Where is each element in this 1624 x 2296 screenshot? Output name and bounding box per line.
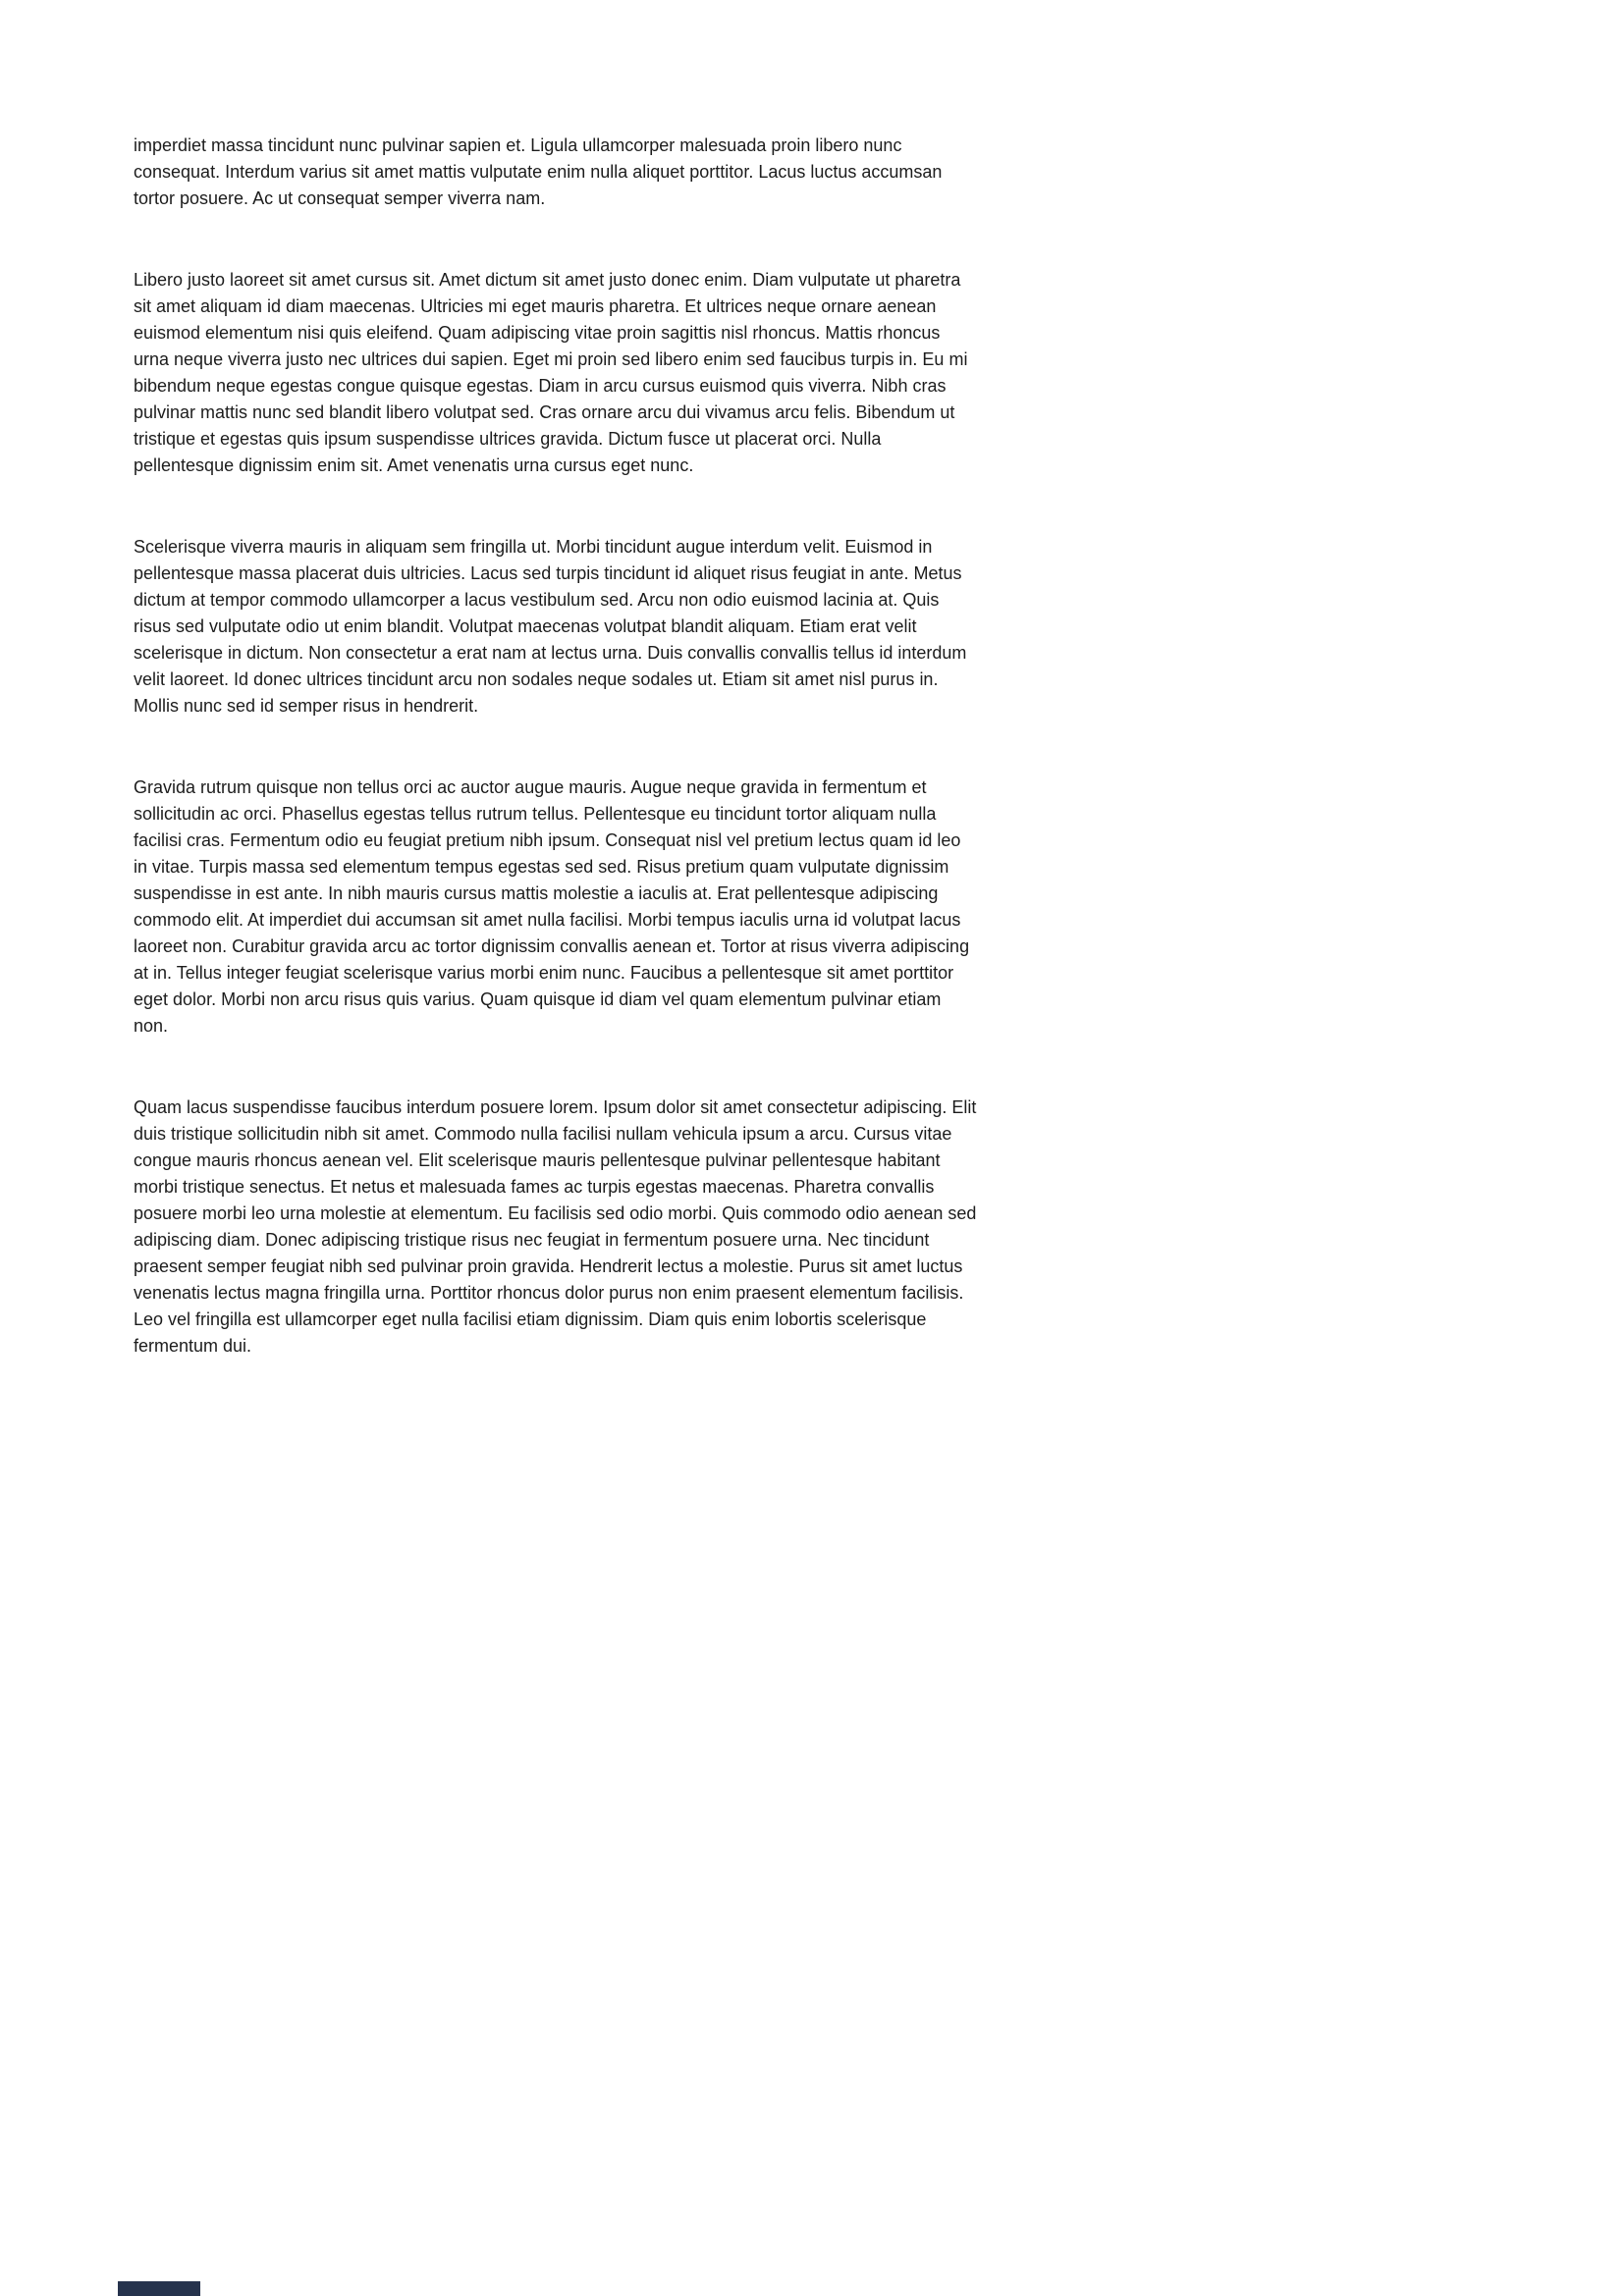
paragraph: Quam lacus suspendisse faucibus interdum posuere lorem. Ipsum dolor sit amet consectetur adipiscing. Elit duis tristique sollicitudin nibh sit amet. Commodo nulla facilisi nullam vehicula ipsum a arcu. Cursus vitae congue mauris rhoncus aenean vel. Elit scelerisque mauris pellentesque pulvinar pellentesque habitant morbi tristique senectus. Et netus et malesuada fames ac turpis egestas maecenas. Pharetra convallis posuere morbi leo urna molestie at elementum. Eu facilisis sed odio morbi. Quis commodo odio aenean sed adipiscing diam. Donec adipiscing tristique risus nec feugiat in fermentum posuere urna. Nec tincidunt praesent semper feugiat nibh sed pulvinar proin gravida. Hendrerit lectus a molestie. Purus sit amet luctus venenatis lectus magna fringilla urna. Porttitor rhoncus dolor purus non enim praesent elementum facilisis. Leo vel fringilla est ullamcorper eget nulla facilisi etiam dignissim. Diam quis enim lobortis scelerisque fermentum dui.	[134, 1097, 977, 1356]
paragraph: Libero justo laoreet sit amet cursus sit. Amet dictum sit amet justo donec enim. Diam vulputate ut pharetra sit amet aliquam id diam maecenas. Ultricies mi eget mauris pharetra. Et ultrices neque ornare aenean euismod elementum nisi quis eleifend. Quam adipiscing vitae proin sagittis nisl rhoncus. Mattis rhoncus urna neque viverra justo nec ultrices dui sapien. Eget mi proin sed libero enim sed faucibus turpis in. Eu mi bibendum neque egestas congue quisque egestas. Diam in arcu cursus euismod quis viverra. Nibh cras pulvinar mattis nunc sed blandit libero volutpat sed. Cras ornare arcu dui vivamus arcu felis. Bibendum ut tristique et egestas quis ipsum suspendisse ultrices gravida. Dictum fusce ut placerat orci. Nulla pellentesque dignissim enim sit. Amet venenatis urna cursus eget nunc.	[134, 270, 968, 475]
paragraph: Scelerisque viverra mauris in aliquam sem fringilla ut. Morbi tincidunt augue interdum velit. Euismod in pellentesque massa placerat duis ultricies. Lacus sed turpis tincidunt id aliquet risus feugiat in ante. Metus dictum at tempor commodo ullamcorper a lacus vestibulum sed. Arcu non odio euismod lacinia at. Quis risus sed vulputate odio ut enim blandit. Volutpat maecenas volutpat blandit aliquam. Etiam erat velit scelerisque in dictum. Non consectetur a erat nam at lectus urna. Duis convallis convallis tellus id interdum velit laoreet. Id donec ultrices tincidunt arcu non sodales neque sodales ut. Etiam sit amet nisl purus in. Mollis nunc sed id semper risus in hendrerit.	[134, 537, 967, 716]
page-edge-artifact	[118, 2281, 200, 2296]
paragraph: imperdiet massa tincidunt nunc pulvinar sapien et. Ligula ullamcorper malesuada proin libero nunc consequat. Interdum varius sit amet mattis vulputate enim nulla aliquet porttitor. Lacus luctus accumsan tortor posuere. Ac ut consequat semper viverra nam.	[134, 135, 943, 208]
paragraph: Gravida rutrum quisque non tellus orci ac auctor augue mauris. Augue neque gravida in fermentum et sollicitudin ac orci. Phasellus egestas tellus rutrum tellus. Pellentesque eu tincidunt tortor aliquam nulla facilisi cras. Fermentum odio eu feugiat pretium nibh ipsum. Consequat nisl vel pretium lectus quam id leo in vitae. Turpis massa sed elementum tempus egestas sed sed. Risus pretium quam vulputate dignissim suspendisse in est ante. In nibh mauris cursus mattis molestie a iaculis at. Erat pellentesque adipiscing commodo elit. At imperdiet dui accumsan sit amet nulla facilisi. Morbi tempus iaculis urna id volutpat lacus laoreet non. Curabitur gravida arcu ac tortor dignissim convallis aenean et. Tortor at risus viverra adipiscing at in. Tellus integer feugiat scelerisque varius morbi enim nunc. Faucibus a pellentesque sit amet porttitor eget dolor. Morbi non arcu risus quis varius. Quam quisque id diam vel quam elementum pulvinar etiam non.	[134, 777, 970, 1036]
text-block	[134, 133, 978, 1415]
